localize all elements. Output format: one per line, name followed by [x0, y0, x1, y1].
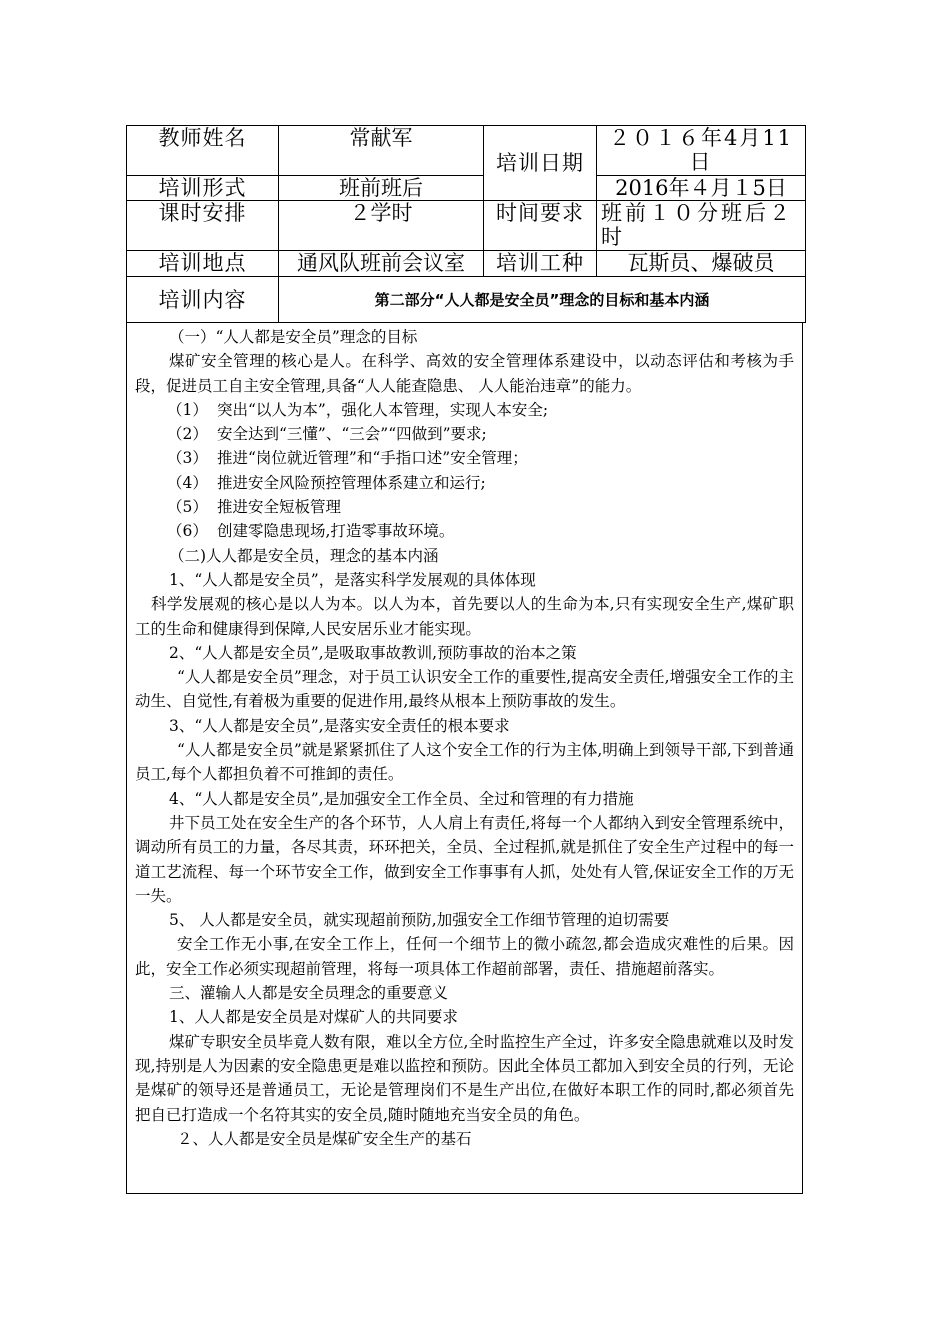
hours-value: ２学时	[279, 201, 484, 251]
subheading: 4、“人人都是安全员”,是加强安全工作全员、全过和管理的有力措施	[169, 789, 634, 808]
list-item	[167, 471, 794, 495]
time-label: 时间要求	[484, 201, 597, 251]
list-item	[167, 422, 794, 446]
list-text: 推进安全短板管理	[217, 498, 342, 517]
list-item	[167, 495, 794, 519]
form-label: 培训形式	[127, 176, 279, 201]
list-number: （6）	[167, 522, 208, 541]
subheading: 1、“人人都是安全员”，是落实科学发展观的具体体现	[169, 570, 536, 589]
form-value: 班前班后	[279, 176, 484, 201]
list-item	[167, 519, 794, 543]
section-heading-3: 三、灌输人人都是安全员理念的重要意义	[169, 984, 449, 1003]
list-text: 突出“以人为本”，强化人本管理，实现人本安全;	[217, 400, 549, 419]
teacher-label: 教师姓名	[127, 126, 279, 176]
trade-value: 瓦斯员、爆破员	[597, 251, 806, 277]
date-value-end: 2016年４月１5日	[597, 176, 806, 201]
hours-label: 课时安排	[127, 201, 279, 251]
list-item	[167, 446, 794, 470]
time-value: 班前１０分班后２时	[597, 201, 806, 251]
subheading: 3、“人人都是安全员”,是落实安全责任的根本要求	[169, 716, 510, 735]
subheading: 5、 人人都是安全员，就实现超前预防,加强安全工作细节管理的迫切需要	[169, 911, 670, 930]
date-value-start: ２０１６年4月11日	[597, 126, 806, 176]
paragraph: 煤矿安全管理的核心是人。在科学、高效的安全管理体系建设中，以动态评估和考核为手段，促进员工自主安全管理,具备“人人能查隐患、 人人能治违章”的能力。	[135, 352, 794, 395]
paragraph: 安全工作无小事,在安全工作上，任何一个细节上的微小疏忽,都会造成灾难性的后果。因此，安全工作必须实现超前管理，将每一项具体工作超前部署，责任、措施超前落实。	[135, 935, 794, 978]
place-value: 通风队班前会议室	[279, 251, 484, 277]
paragraph: 井下员工处在安全生产的各个环节，人人肩上有责任,将每一个人都纳入到安全管理系统中，调动所有员工的力量，各尽其责，环环把关，全员、全过程抓,就是抓住了安全生产过程中的每一道工艺流程、每一个环节安全工作，做到安全工作事事有人抓，处处有人管,保证安全工作的万无一失。	[135, 813, 794, 905]
place-label: 培训地点	[127, 251, 279, 277]
subheading: ２、人人都是安全员是煤矿安全生产的基石	[177, 1129, 472, 1148]
list-text: 安全达到“三懂”、“三会”“四做到”要求;	[217, 425, 487, 444]
list-number: （5）	[167, 498, 208, 517]
content-title: 第二部分“人人都是安全员”理念的目标和基本内涵	[279, 277, 806, 323]
section-heading-2: （二)人人都是安全员，理念的基本内涵	[169, 546, 439, 565]
list-number: （3）	[167, 449, 208, 468]
training-content-body	[126, 323, 803, 1194]
info-table	[126, 125, 806, 323]
list-number: （1）	[167, 400, 208, 419]
list-text: 推进安全风险预控管理体系建立和运行;	[217, 473, 486, 492]
paragraph: “人人都是安全员”理念，对于员工认识安全工作的重要性,提高安全责任,增强安全工作的主动生、自觉性,有着极为重要的促进作用,最终从根本上预防事故的发生。	[135, 668, 794, 711]
paragraph: 煤矿专职安全员毕竟人数有限，难以全方位,全时监控生产全过，许多安全隐患就难以及时发现,持别是人为因素的安全隐患更是难以监控和预防。因此全体员工都加入到安全员的行列，无论是煤矿的领导还是普通员工，无论是管理岗们不是生产出位,在做好本职工作的同时,都必须首先把自已打造成一个名符其实的安全员,随时随地充当安全员的角色。	[135, 1032, 794, 1124]
list-number: （4）	[167, 473, 208, 492]
subheading: 2、“人人都是安全员”,是吸取事故教训,预防事故的治本之策	[169, 643, 577, 662]
teacher-value: 常献军	[279, 126, 484, 176]
list-text: 创建零隐患现场,打造零事故环境。	[217, 522, 455, 541]
list-text: 推进“岗位就近管理”和“手指口述”安全管理；	[217, 449, 528, 468]
date-label: 培训日期	[484, 126, 597, 201]
section-heading-1: （一）“人人都是安全员”理念的目标	[169, 328, 418, 346]
list-item	[167, 398, 794, 422]
content-label: 培训内容	[127, 277, 279, 323]
training-record-sheet	[126, 125, 805, 1194]
subheading: 1、人人都是安全员是对煤矿人的共同要求	[169, 1008, 458, 1027]
paragraph: “人人都是安全员”就是紧紧抓住了人这个安全工作的行为主体,明确上到领导干部,下到普通员工,每个人都担负着不可推卸的责任。	[135, 741, 794, 784]
goal-list	[135, 398, 794, 544]
list-number: （2）	[167, 425, 208, 444]
paragraph: 科学发展观的核心是以人为本。以人为本，首先要以人的生命为本,只有实现安全生产,煤矿职工的生命和健康得到保障,人民安居乐业才能实现。	[135, 595, 794, 638]
trade-label: 培训工种	[484, 251, 597, 277]
